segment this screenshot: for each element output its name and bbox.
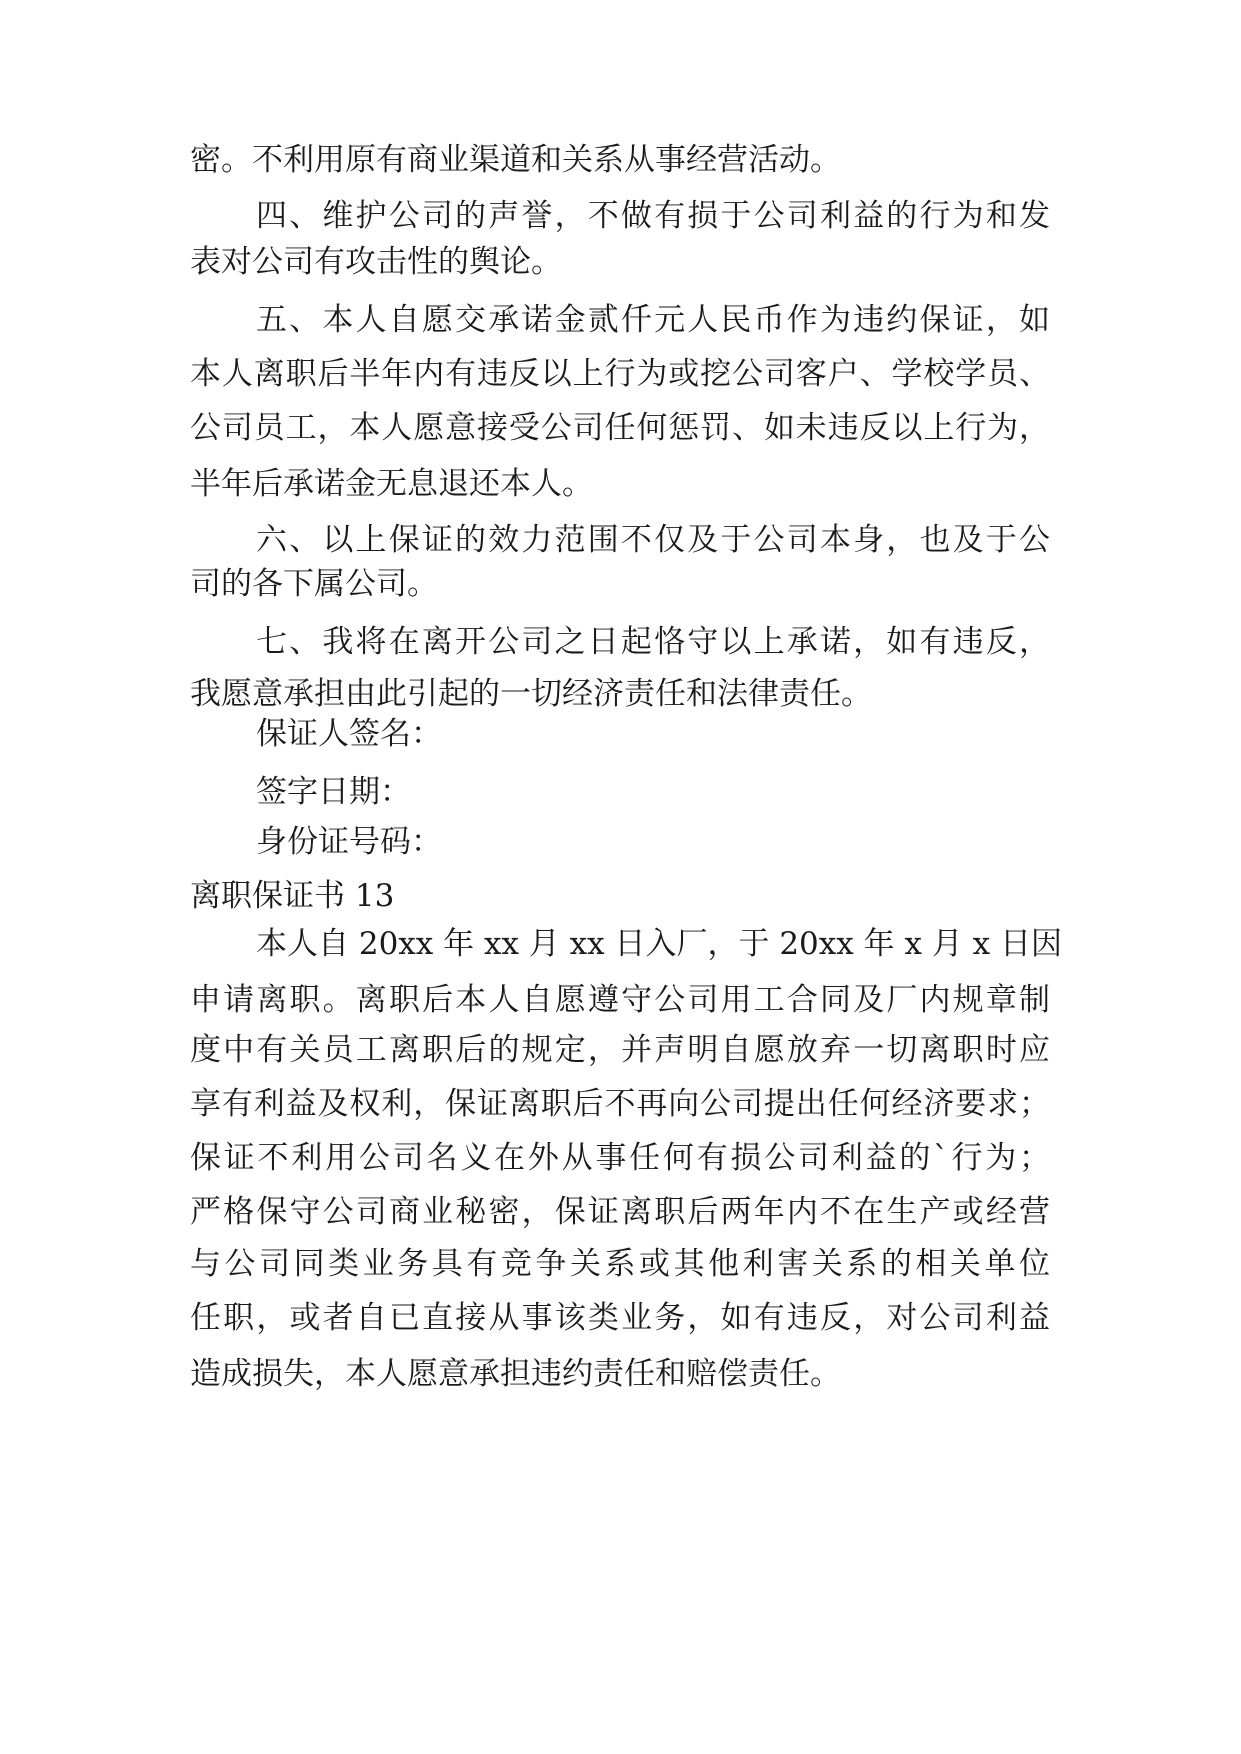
text-line: 保证人签名： [256,716,442,752]
text-line: 七、我将在离开公司之日起恪守以上承诺，如有违反， [256,624,1050,660]
text-line: 申请离职。离职后本人自愿遵守公司用工合同及厂内规章制 [190,982,1050,1018]
text-line: 半年后承诺金无息退还本人。 [190,466,593,502]
text-line: 与公司同类业务具有竞争关系或其他利害关系的相关单位 [190,1246,1050,1282]
text-line: 严格保守公司商业秘密，保证离职后两年内不在生产或经营 [190,1194,1050,1230]
text-line: 公司员工，本人愿意接受公司任何惩罚、如未违反以上行为， [190,410,1050,446]
text-line: 享有利益及权利，保证离职后不再向公司提出任何经济要求； [190,1086,1050,1122]
text-line: 造成损失，本人愿意承担违约责任和赔偿责任。 [190,1356,841,1392]
text-line: 离职保证书 13 [190,878,395,914]
text-line: 度中有关员工离职后的规定，并声明自愿放弃一切离职时应 [190,1032,1050,1068]
text-line: 四、维护公司的声誉，不做有损于公司利益的行为和发 [256,198,1050,234]
text-line: 五、本人自愿交承诺金贰仟元人民币作为违约保证，如 [256,302,1050,338]
text-line: 我愿意承担由此引起的一切经济责任和法律责任。 [190,676,872,712]
text-line: 六、以上保证的效力范围不仅及于公司本身，也及于公 [256,522,1050,558]
text-line: 任职，或者自已直接从事该类业务，如有违反，对公司利益 [190,1300,1050,1336]
text-line: 本人自 20xx 年 xx 月 xx 日入厂，于 20xx 年 x 月 x 日因 [256,926,1062,962]
text-line: 签字日期： [256,774,411,810]
text-line: 密。不利用原有商业渠道和关系从事经营活动。 [190,142,841,178]
text-line: 本人离职后半年内有违反以上行为或挖公司客户、学校学员、 [190,356,1050,392]
text-line: 保证不利用公司名义在外从事任何有损公司利益的`行为； [190,1140,1050,1176]
text-line: 司的各下属公司。 [190,566,438,602]
text-line: 表对公司有攻击性的舆论。 [190,244,562,280]
text-line: 身份证号码： [256,824,442,860]
